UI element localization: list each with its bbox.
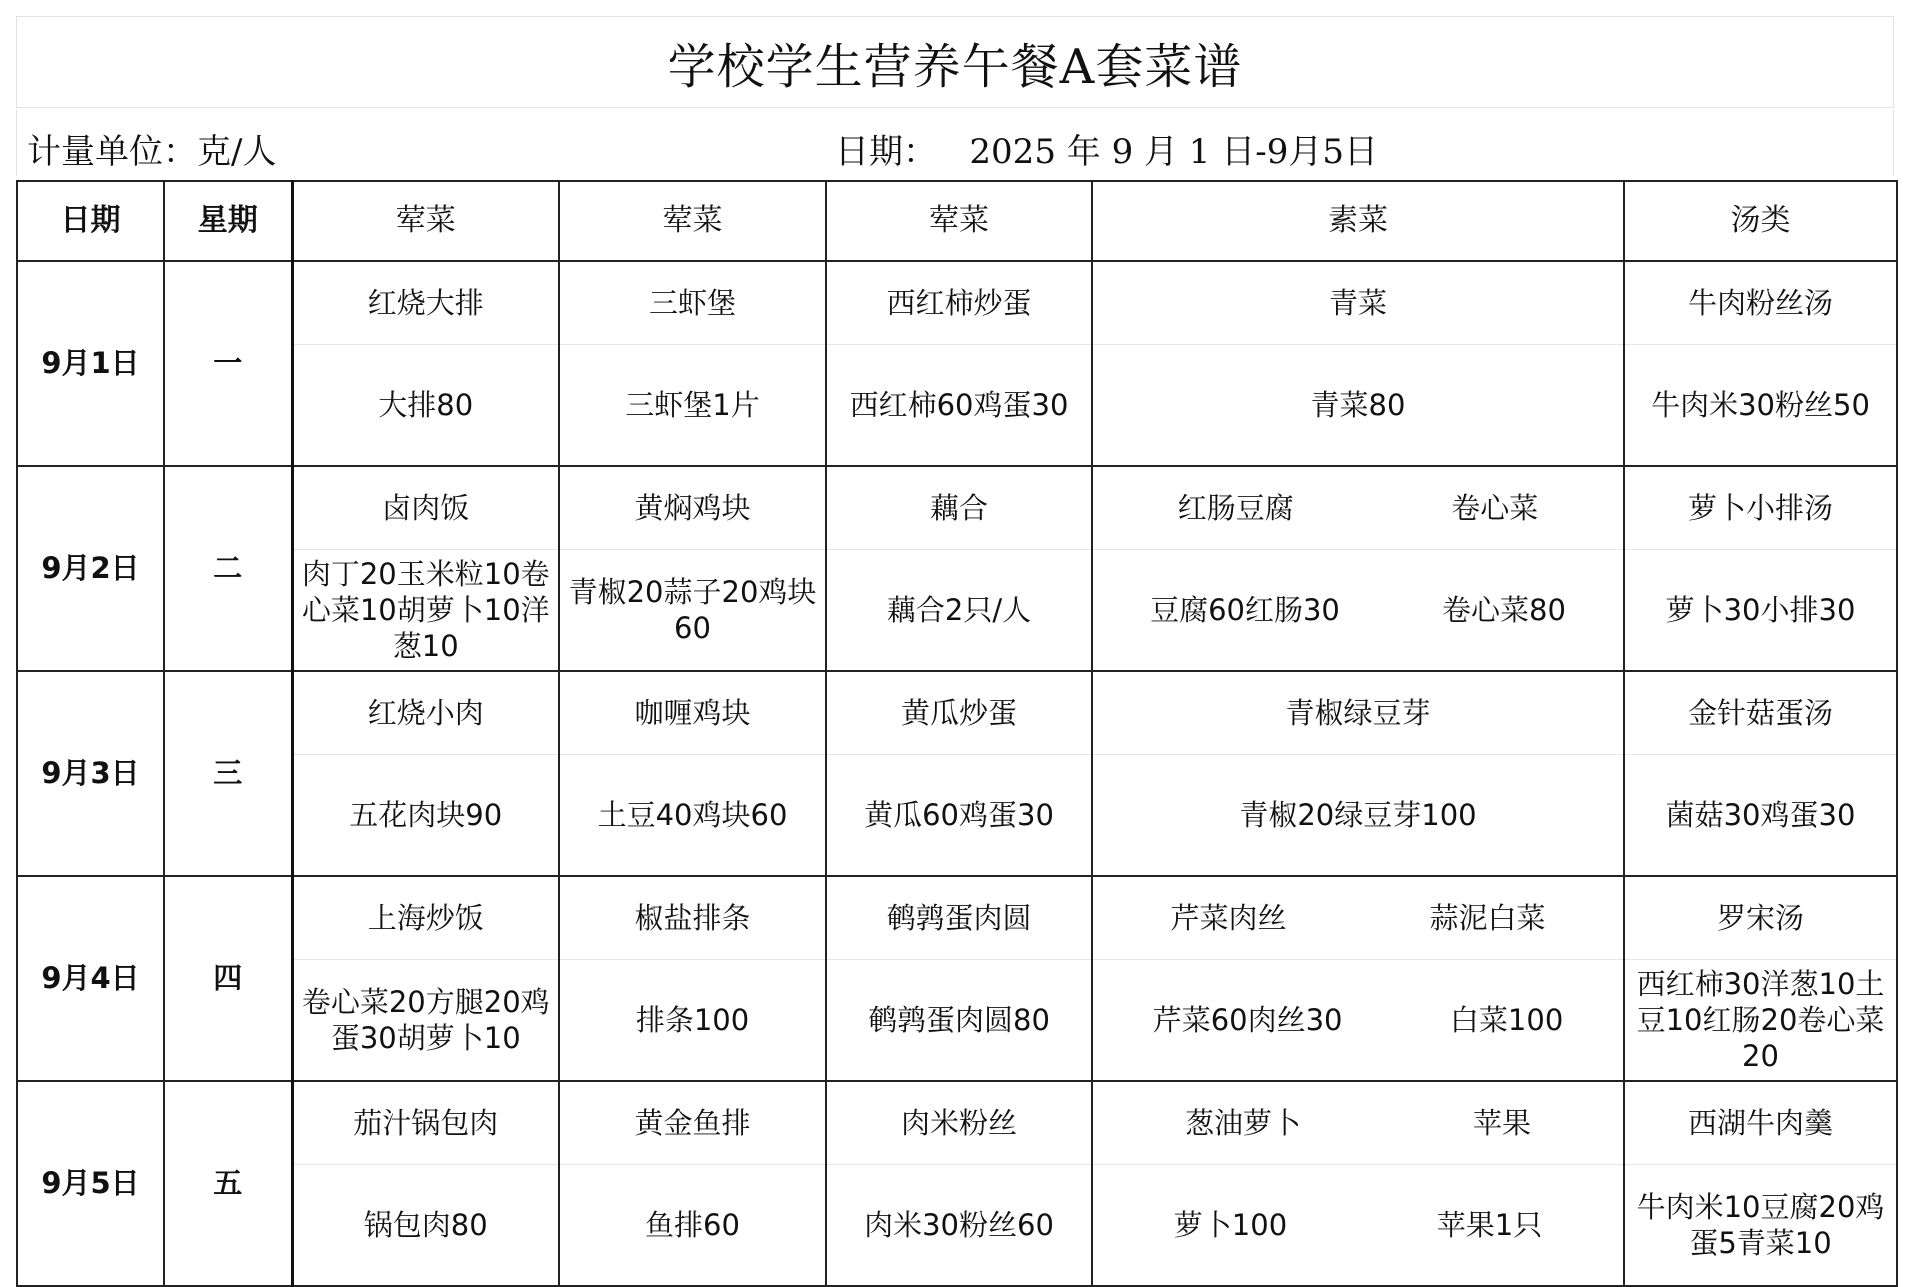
table-row-dish [17, 1081, 1897, 1165]
meat-amount-3: 藕合2只/人 [826, 550, 1092, 672]
table-row-dish [17, 671, 1897, 755]
veg-dish-pair [1099, 490, 1617, 526]
table-row-dish [17, 466, 1897, 550]
veg-amount-pair [1099, 592, 1617, 628]
header-meat-3: 荤菜 [826, 181, 1092, 261]
table-row-amount [17, 1165, 1897, 1287]
table-row-amount [17, 550, 1897, 672]
veg-amount: 青菜80 [1092, 345, 1624, 467]
meat-dish-1: 茄汁锅包肉 [292, 1081, 559, 1165]
soup-dish: 金针菇蛋汤 [1624, 671, 1897, 755]
meat-amount-1: 五花肉块90 [292, 755, 559, 877]
menu-table [16, 180, 1898, 1287]
meat-amount-3: 鹌鹑蛋肉圆80 [826, 960, 1092, 1082]
soup-dish: 萝卜小排汤 [1624, 466, 1897, 550]
date-cell: 9月5日 [17, 1081, 164, 1286]
date-range-label: 日期： 2025 年 9 月 1 日-9月5日 [835, 132, 1379, 172]
veg-amount-a: 豆腐60红肠30 [1150, 592, 1340, 627]
veg-dish-pair [1099, 900, 1617, 936]
meat-dish-2: 椒盐排条 [559, 876, 826, 960]
soup-amount: 牛肉米30粉丝50 [1624, 345, 1897, 467]
soup-amount: 萝卜30小排30 [1624, 550, 1897, 672]
meat-amount-1: 卷心菜20方腿20鸡蛋30胡萝卜10 [292, 960, 559, 1082]
meat-dish-3: 鹌鹑蛋肉圆 [826, 876, 1092, 960]
veg-amount [1092, 1165, 1624, 1287]
meat-amount-3: 肉米30粉丝60 [826, 1165, 1092, 1287]
veg-amount-b: 卷心菜80 [1442, 592, 1566, 627]
meat-amount-2: 鱼排60 [559, 1165, 826, 1287]
soup-dish: 牛肉粉丝汤 [1624, 261, 1897, 345]
meat-amount-3: 西红柿60鸡蛋30 [826, 345, 1092, 467]
meat-amount-2: 三虾堡1片 [559, 345, 826, 467]
meat-dish-2: 黄金鱼排 [559, 1081, 826, 1165]
veg-amount-pair [1099, 1002, 1617, 1038]
date-cell: 9月4日 [17, 876, 164, 1081]
meat-dish-3: 肉米粉丝 [826, 1081, 1092, 1165]
meat-dish-2: 咖喱鸡块 [559, 671, 826, 755]
table-row-dish [17, 261, 1897, 345]
veg-amount-a: 芹菜60肉丝30 [1152, 1002, 1343, 1037]
meat-dish-1: 红烧小肉 [292, 671, 559, 755]
soup-amount: 菌菇30鸡蛋30 [1624, 755, 1897, 877]
veg-amount-pair [1099, 1207, 1617, 1243]
veg-dish-b: 卷心菜 [1451, 490, 1539, 525]
veg-dish [1092, 466, 1624, 550]
soup-amount: 西红柿30洋葱10土豆10红肠20卷心菜20 [1624, 960, 1897, 1082]
meat-amount-1: 大排80 [292, 345, 559, 467]
weekday-cell: 三 [164, 671, 292, 876]
weekday-cell: 四 [164, 876, 292, 1081]
veg-dish: 青椒绿豆芽 [1092, 671, 1624, 755]
veg-dish-b: 苹果 [1472, 1105, 1531, 1140]
veg-dish-pair [1099, 1105, 1617, 1141]
header-soup: 汤类 [1624, 181, 1897, 261]
veg-dish-b: 蒜泥白菜 [1429, 900, 1546, 935]
veg-dish [1092, 876, 1624, 960]
header-weekday: 星期 [164, 181, 292, 261]
soup-dish: 罗宋汤 [1624, 876, 1897, 960]
meat-amount-1: 肉丁20玉米粒10卷心菜10胡萝卜10洋葱10 [292, 550, 559, 672]
info-bar [16, 110, 1894, 176]
veg-dish-a: 芹菜肉丝 [1170, 900, 1287, 935]
table-row-amount [17, 345, 1897, 467]
date-cell: 9月2日 [17, 466, 164, 671]
table-row-amount [17, 960, 1897, 1082]
meat-dish-3: 藕合 [826, 466, 1092, 550]
veg-amount [1092, 960, 1624, 1082]
veg-dish: 青菜 [1092, 261, 1624, 345]
weekday-cell: 二 [164, 466, 292, 671]
header-date: 日期 [17, 181, 164, 261]
table-row-amount [17, 755, 1897, 877]
veg-dish-a: 红肠豆腐 [1177, 490, 1294, 525]
date-cell: 9月3日 [17, 671, 164, 876]
veg-dish-a: 葱油萝卜 [1184, 1105, 1301, 1140]
unit-label: 计量单位：克/人 [27, 132, 277, 172]
meat-dish-3: 黄瓜炒蛋 [826, 671, 1092, 755]
meat-dish-3: 西红柿炒蛋 [826, 261, 1092, 345]
meat-amount-1: 锅包肉80 [292, 1165, 559, 1287]
header-meat-2: 荤菜 [559, 181, 826, 261]
table-header-row [17, 181, 1897, 261]
meat-dish-1: 红烧大排 [292, 261, 559, 345]
weekday-cell: 一 [164, 261, 292, 466]
meat-dish-2: 三虾堡 [559, 261, 826, 345]
table-row-dish [17, 876, 1897, 960]
header-meat-1: 荤菜 [292, 181, 559, 261]
meat-dish-1: 卤肉饭 [292, 466, 559, 550]
meat-amount-2: 土豆40鸡块60 [559, 755, 826, 877]
meat-amount-2: 排条100 [559, 960, 826, 1082]
weekday-cell: 五 [164, 1081, 292, 1286]
veg-amount: 青椒20绿豆芽100 [1092, 755, 1624, 877]
header-vegetable: 素菜 [1092, 181, 1624, 261]
veg-amount-a: 萝卜100 [1173, 1207, 1288, 1242]
soup-dish: 西湖牛肉羹 [1624, 1081, 1897, 1165]
veg-amount-b: 苹果1只 [1436, 1207, 1543, 1242]
meat-dish-1: 上海炒饭 [292, 876, 559, 960]
veg-amount-b: 白菜100 [1449, 1002, 1564, 1037]
soup-amount: 牛肉米10豆腐20鸡蛋5青菜10 [1624, 1165, 1897, 1287]
menu-title: 学校学生营养午餐A套菜谱 [16, 16, 1894, 108]
veg-amount [1092, 550, 1624, 672]
date-cell: 9月1日 [17, 261, 164, 466]
meat-dish-2: 黄焖鸡块 [559, 466, 826, 550]
veg-dish [1092, 1081, 1624, 1165]
meat-amount-2: 青椒20蒜子20鸡块60 [559, 550, 826, 672]
meat-amount-3: 黄瓜60鸡蛋30 [826, 755, 1092, 877]
